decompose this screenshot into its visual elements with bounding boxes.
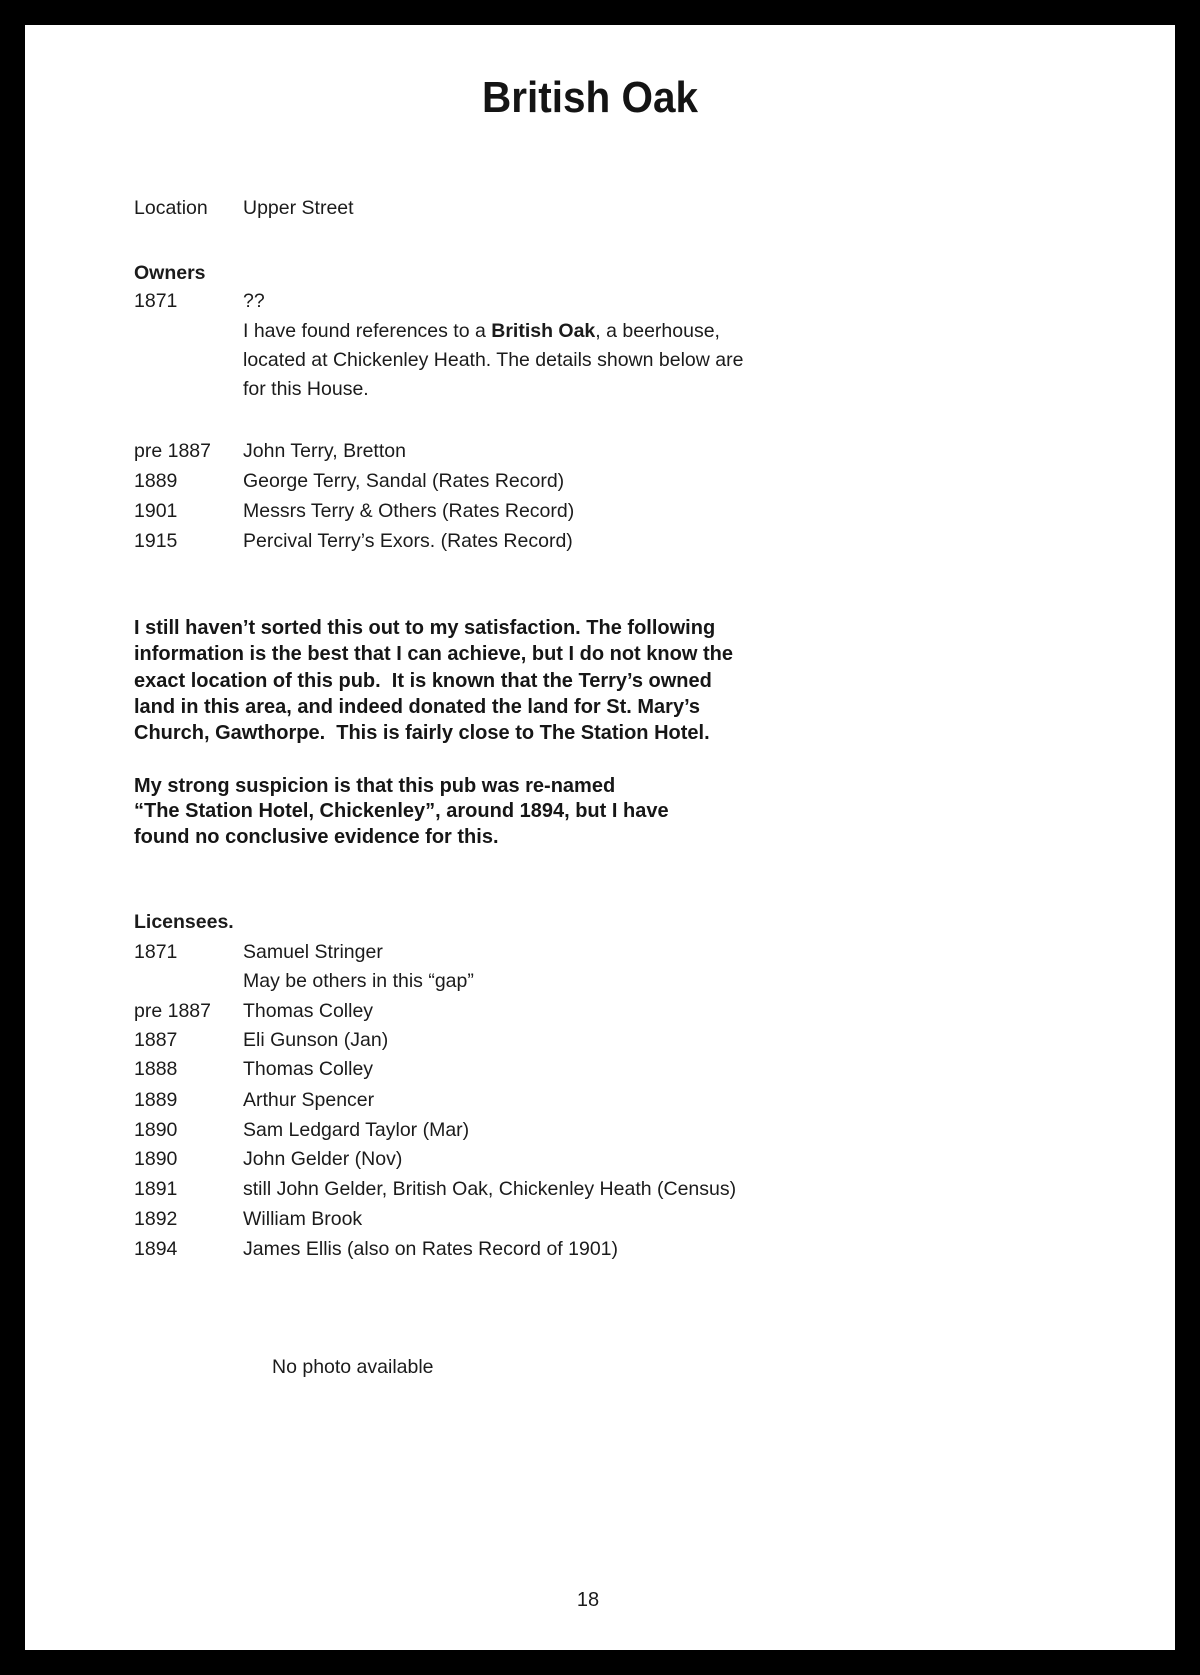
location-label: Location [134,197,208,219]
licensee-row-year: 1889 [134,1089,178,1111]
licensees-heading: Licensees. [134,911,234,933]
owners-heading: Owners [134,262,206,284]
owner-row-year: 1901 [134,500,178,522]
owners-note-line-1 [243,320,720,342]
licensee-row-year: 1871 [134,941,178,963]
licensee-row-value: Thomas Colley [243,1058,374,1080]
owner-row-year: 1889 [134,470,178,492]
owner-row-year: pre 1887 [134,440,211,462]
commentary-para1-line: Church, Gawthorpe. This is fairly close to The Station Hotel. [134,722,710,744]
commentary-para1-line: I still haven’t sorted this out to my satisfaction. The following [134,617,716,639]
location-value: Upper Street [243,197,354,219]
commentary-para2-line: found no conclusive evidence for this. [134,826,499,848]
licensee-row-value: Eli Gunson (Jan) [243,1029,389,1051]
licensee-row-value: James Ellis (also on Rates Record of 1901) [243,1238,619,1260]
owner-row-value: Percival Terry’s Exors. (Rates Record) [243,530,573,552]
owners-note-line-1-post: , a beerhouse, [595,320,720,342]
document-page [25,25,1175,1650]
page-title: British Oak [482,73,698,122]
owner-row-value: Messrs Terry & Others (Rates Record) [243,500,575,522]
commentary-para1-line: land in this area, and indeed donated the land for St. Mary’s [134,696,701,718]
licensee-row-year: 1890 [134,1148,178,1170]
licensee-row-value: Samuel Stringer [243,941,383,963]
licensee-row-year: 1894 [134,1238,178,1260]
commentary-para1-line: information is the best that I can achieve, but I do not know the [134,643,733,665]
licensee-row-year: 1887 [134,1029,178,1051]
licensee-row-value: William Brook [243,1208,363,1230]
no-photo-note: No photo available [272,1356,434,1378]
licensee-row-value: John Gelder (Nov) [243,1148,403,1170]
licensee-row-year: 1891 [134,1178,178,1200]
licensee-row-value: Arthur Spencer [243,1089,375,1111]
owner-row-year: 1915 [134,530,178,552]
owners-note-line-2: located at Chickenley Heath. The details shown below are [243,349,744,371]
owners-note-line-1-pre: I have found references to a [243,320,492,342]
licensee-row-value: Thomas Colley [243,1000,374,1022]
licensee-row-value: Sam Ledgard Taylor (Mar) [243,1119,470,1141]
licensee-row-value: May be others in this “gap” [243,970,474,992]
owners-note-line-1-bold: British Oak [491,320,596,342]
owner-row-year: 1871 [134,290,178,312]
licensee-row-value: still John Gelder, British Oak, Chickenley Heath (Census) [243,1178,737,1200]
commentary-para1-line: exact location of this pub. It is known that the Terry’s owned [134,670,712,692]
owner-row-value: ?? [243,290,265,312]
commentary-para2-line: My strong suspicion is that this pub was re-named [134,775,616,797]
owner-row-value: George Terry, Sandal (Rates Record) [243,470,565,492]
owner-row-value: John Terry, Bretton [243,440,406,462]
licensee-row-year: 1890 [134,1119,178,1141]
licensee-row-year: 1888 [134,1058,178,1080]
licensee-row-year: pre 1887 [134,1000,211,1022]
licensee-row-year: 1892 [134,1208,178,1230]
owners-note-line-3: for this House. [243,378,369,400]
page-number: 18 [576,1589,600,1611]
commentary-para2-line: “The Station Hotel, Chickenley”, around 1894, but I have [134,800,669,822]
